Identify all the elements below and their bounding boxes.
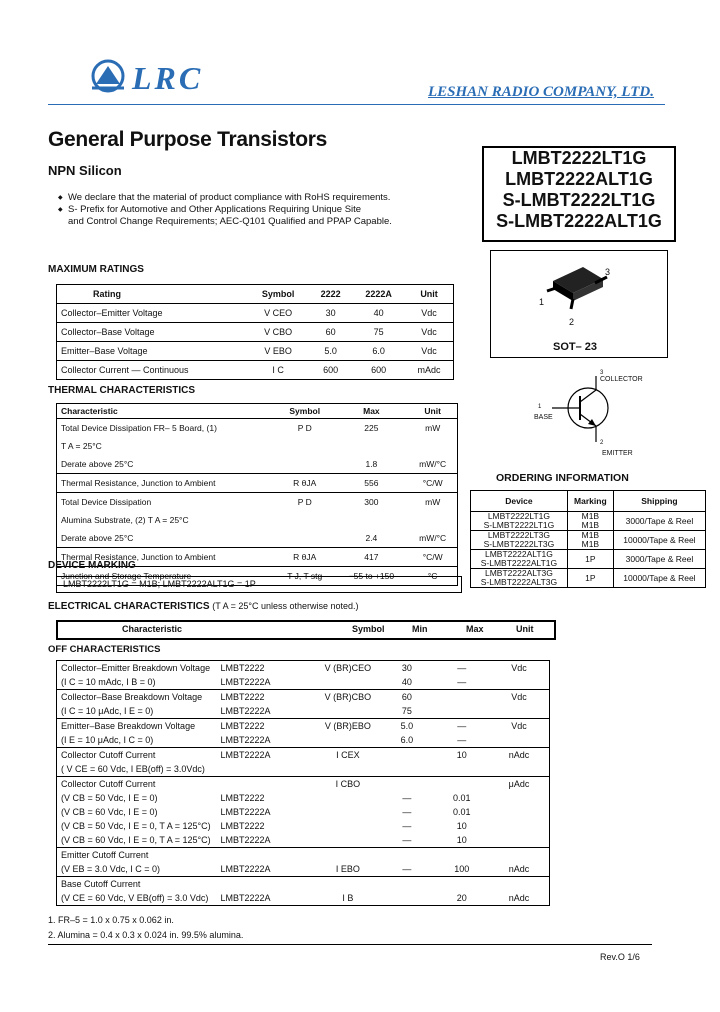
cell: [379, 877, 434, 892]
cell: 10: [456, 821, 467, 831]
device: S-LMBT2222LT3G: [483, 539, 555, 549]
cell: 75: [401, 706, 412, 716]
cell: 20: [456, 893, 467, 903]
table-row: [57, 437, 458, 455]
header-rule: [48, 104, 665, 105]
logo-text: LRC: [132, 60, 204, 96]
cell: Vdc: [405, 304, 453, 323]
cell: Thermal Resistance, Junction to Ambient: [57, 474, 276, 493]
cell: I CEX: [316, 748, 379, 763]
device: LMBT2222LT1G: [487, 511, 551, 521]
device: S-LMBT2222ALT1G: [480, 558, 558, 568]
table-row: [471, 569, 706, 588]
cell: nAdc: [508, 864, 530, 874]
cell: [275, 529, 334, 548]
cell: 6.0: [400, 735, 414, 745]
cell: LMBT2222A: [220, 835, 271, 845]
cell: [316, 848, 379, 863]
cell: Vdc: [489, 690, 550, 705]
cell: LMBT2222: [220, 663, 265, 673]
cell: [379, 891, 434, 906]
cell: LMBT2222A: [220, 864, 271, 874]
cell: LMBT2222A: [220, 677, 271, 687]
cell: [217, 848, 317, 863]
page-title: General Purpose Transistors: [48, 128, 328, 151]
table-row: [57, 848, 550, 863]
table-row: [57, 661, 550, 676]
cell: μAdc: [489, 777, 550, 792]
table-row: [57, 819, 550, 833]
cell: 10000/Tape & Reel: [613, 569, 705, 588]
cell: Vdc: [511, 663, 527, 673]
footnote: 1. FR–5 = 1.0 x 0.75 x 0.062 in.: [48, 915, 174, 925]
cell: I CBO: [316, 777, 379, 792]
cell: Vdc: [489, 719, 550, 734]
cell: —: [402, 821, 412, 831]
cell: mW/°C: [408, 529, 457, 548]
cell: [408, 511, 457, 529]
table-row: [57, 511, 458, 529]
header-cell: Characteristic: [122, 624, 183, 634]
thermal-table: [56, 403, 458, 586]
part-number: LMBT2222LT1G: [511, 148, 647, 168]
cell: [471, 512, 568, 531]
cell: V (BR)EBO: [316, 719, 379, 734]
cell: [435, 690, 489, 705]
thermal-heading: THERMAL CHARACTERISTICS: [48, 385, 196, 396]
cell: —: [402, 807, 412, 817]
cell: V CBO: [247, 323, 309, 342]
part-number: S-LMBT2222ALT1G: [496, 211, 662, 231]
max-ratings-table: [56, 284, 454, 380]
cell: (V CB = 50 Vdc, I E = 0, T A = 125°C): [61, 821, 211, 831]
cell: [489, 877, 550, 892]
table-row: [471, 531, 706, 550]
cell: 30: [309, 304, 352, 323]
page-subtitle: NPN Silicon: [48, 163, 122, 178]
pin-label: 2: [569, 317, 575, 327]
cell: mW: [425, 497, 441, 507]
cell: 417: [334, 548, 408, 567]
cell: Collector Cutoff Current: [57, 777, 217, 792]
header-cell: Symbol: [275, 404, 334, 419]
cell: (V CB = 60 Vdc, I E = 0, T A = 125°C): [61, 835, 211, 845]
cell: Base Cutoff Current: [57, 877, 217, 892]
cell: [471, 569, 568, 588]
header-cell: Symbol: [247, 285, 309, 304]
cell: LMBT2222A: [217, 748, 317, 763]
cell: [316, 819, 379, 833]
cell: 60: [379, 690, 434, 705]
table-row: [57, 342, 454, 361]
cell: 3000/Tape & Reel: [613, 550, 705, 569]
header-cell: Symbol: [352, 624, 385, 634]
table-row: [57, 719, 550, 734]
cell: [489, 805, 550, 819]
cell: 75: [352, 323, 405, 342]
transistor-schematic: [530, 368, 670, 464]
cell: —: [457, 677, 467, 687]
cell: R θJA: [275, 474, 334, 493]
cell: (I C = 10 mAdc, I B = 0): [61, 677, 156, 687]
header-cell: Rating: [57, 285, 248, 304]
emitter-pin: 2: [600, 440, 604, 446]
header-cell: Max: [466, 624, 484, 634]
cell: [316, 704, 379, 719]
cell: [334, 437, 408, 455]
cell: 60: [309, 323, 352, 342]
cell: Total Device Dissipation: [61, 497, 152, 507]
cell: [379, 762, 434, 777]
cell: [408, 437, 457, 455]
header-cell: Shipping: [613, 491, 705, 512]
cell: [489, 704, 550, 719]
cell: [567, 512, 613, 531]
cell: 10: [456, 835, 467, 845]
cell: Derate above 25°C: [57, 455, 276, 474]
pin-label: 3: [605, 267, 611, 277]
cell: (V CB = 50 Vdc, I E = 0): [61, 793, 158, 803]
table-row: [57, 323, 454, 342]
bullet-item: ◆ S- Prefix for Automotive and Other Applications Requiring Unique Site: [58, 204, 392, 216]
table-row: [57, 455, 458, 474]
cell: 1P: [567, 550, 613, 569]
bullet-item: ◆ We declare that the material of product compliance with RoHS requirements.: [58, 192, 392, 204]
cell: Emitter Cutoff Current: [57, 848, 217, 863]
table-row: [471, 512, 706, 531]
cell: T J, T stg: [287, 571, 323, 581]
part-number-box: [482, 146, 676, 242]
table-row: [57, 675, 550, 690]
pin-label: 1: [539, 297, 545, 307]
cell: 3000/Tape & Reel: [625, 515, 694, 526]
table-row: [57, 777, 550, 792]
table-row: [57, 304, 454, 323]
cell: [435, 704, 489, 719]
cell: mAdc: [417, 365, 441, 375]
cell: 225: [364, 423, 379, 433]
emitter-label: EMITTER: [602, 450, 633, 457]
table-row: [57, 762, 550, 777]
sot23-package-icon: [491, 251, 667, 337]
cell: [489, 833, 550, 848]
cell: [489, 791, 550, 805]
cell: °C/W: [408, 548, 457, 567]
device: S-LMBT2222ALT3G: [480, 577, 558, 587]
table-row: [57, 529, 458, 548]
device: LMBT2222ALT1G: [484, 549, 553, 559]
cell: —: [402, 793, 412, 803]
cell: °C/W: [408, 474, 457, 493]
cell: I C: [272, 365, 284, 375]
cell: LMBT2222A: [220, 893, 271, 903]
cell: 5.0: [379, 719, 434, 734]
cell: P D: [297, 497, 312, 507]
marking: M1B: [581, 520, 600, 530]
cell: 40: [401, 677, 412, 687]
cell: [316, 675, 379, 690]
logo-icon: [90, 58, 130, 98]
cell: Collector–Base Voltage: [57, 323, 248, 342]
ordering-table: [470, 490, 706, 588]
cell: P D: [297, 423, 312, 433]
cell: [435, 848, 489, 863]
header-cell: Unit: [408, 404, 457, 419]
cell: [489, 819, 550, 833]
cell: 5.0: [309, 342, 352, 361]
electrical-table: [56, 660, 550, 906]
table-row: [57, 791, 550, 805]
off-characteristics-heading: OFF CHARACTERISTICS: [48, 644, 161, 655]
header-cell: 2222: [309, 285, 352, 304]
cell: [316, 833, 379, 848]
header-cell: Unit: [516, 624, 534, 634]
cell: R θJA: [275, 548, 334, 567]
cell: 300: [364, 497, 379, 507]
table-row: [57, 833, 550, 848]
marking: M1B: [581, 511, 600, 521]
table-row: [57, 419, 458, 438]
cell: [435, 762, 489, 777]
cell: 600: [323, 365, 339, 375]
cell: 1P: [567, 569, 613, 588]
cell: [489, 733, 550, 748]
electrical-heading-text: ELECTRICAL CHARACTERISTICS: [48, 601, 210, 612]
device-marking-heading: DEVICE MARKING: [48, 560, 136, 571]
cell: Total Device Dissipation FR– 5 Board, (1): [61, 423, 217, 433]
cell: Collector–Emitter Breakdown Voltage: [61, 663, 211, 673]
cell: mW/°C: [408, 455, 457, 474]
header-cell: Device: [471, 491, 568, 512]
table-row: [57, 748, 550, 763]
cell: [489, 675, 550, 690]
cell: [316, 791, 379, 805]
cell: Collector–Emitter Voltage: [57, 304, 248, 323]
base-pin: 1: [538, 404, 542, 410]
cell: [567, 531, 613, 550]
cell: nAdc: [508, 893, 530, 903]
cell: 10: [435, 748, 489, 763]
cell: (V CE = 60 Vdc, V EB(off) = 3.0 Vdc): [61, 893, 209, 903]
cell: −55 to +150: [348, 571, 395, 581]
cell: 0.01: [453, 793, 471, 803]
cell: [217, 762, 317, 777]
cell: V (BR)CBO: [316, 690, 379, 705]
header-cell: Min: [412, 624, 428, 634]
cell: T A = 25°C: [61, 441, 102, 451]
device: S-LMBT2222LT1G: [483, 520, 555, 530]
table-row: [57, 474, 458, 493]
cell: Collector Cutoff Current: [57, 748, 217, 763]
cell: [275, 511, 334, 529]
cell: [334, 511, 408, 529]
table-row: [57, 877, 550, 892]
table-header-row: [57, 285, 454, 304]
electrical-heading: [48, 601, 359, 612]
cell: °C: [427, 571, 438, 581]
cell: [316, 877, 379, 892]
cell: Emitter–Base Voltage: [57, 342, 248, 361]
cell: 30: [401, 663, 412, 673]
cell: [316, 805, 379, 819]
cell: 40: [352, 304, 405, 323]
table-row: [57, 805, 550, 819]
cell: [379, 777, 434, 792]
table-row: [57, 733, 550, 748]
cell: [379, 748, 434, 763]
cell: V (BR)CEO: [324, 663, 372, 673]
cell: —: [457, 663, 467, 673]
cell: [471, 550, 568, 569]
cell: 100: [454, 864, 470, 874]
device: LMBT2222ALT3G: [484, 568, 553, 578]
table-row: [57, 690, 550, 705]
collector-label: COLLECTOR: [600, 376, 643, 383]
marking: M1B: [581, 530, 600, 540]
table-row: [57, 361, 454, 380]
cell: —: [402, 835, 412, 845]
cell: Vdc: [405, 342, 453, 361]
cell: V CEO: [247, 304, 309, 323]
package-box: [490, 250, 668, 358]
cell: LMBT2222: [217, 719, 317, 734]
cell: [379, 848, 434, 863]
cell: 1.8: [334, 455, 408, 474]
footnote: 2. Alumina = 0.4 x 0.3 x 0.024 in. 99.5% alumina.: [48, 930, 244, 940]
cell: —: [435, 719, 489, 734]
cell: 600: [371, 365, 387, 375]
cell: Alumina Substrate, (2) T A = 25°C: [61, 515, 189, 525]
table-header-row: [57, 404, 458, 419]
cell: Collector Current — Continuous: [61, 365, 189, 375]
cell: LMBT2222A: [220, 807, 271, 817]
cell: [275, 455, 334, 474]
cell: 0.01: [453, 807, 471, 817]
cell: nAdc: [489, 748, 550, 763]
cell: [435, 777, 489, 792]
cell: I B: [342, 893, 354, 903]
header-cell: Max: [334, 404, 408, 419]
cell: Derate above 25°C: [57, 529, 276, 548]
cell: —: [402, 864, 412, 874]
cell: 6.0: [352, 342, 405, 361]
package-label: SOT– 23: [553, 341, 598, 353]
collector-pin: 3: [600, 370, 604, 376]
cell: (I C = 10 μAdc, I E = 0): [61, 706, 154, 716]
cell: mW: [425, 423, 441, 433]
table-row: [57, 493, 458, 512]
cell: [316, 733, 379, 748]
cell: Vdc: [405, 323, 453, 342]
cell: LMBT2222A: [220, 706, 271, 716]
company-name: LESHAN RADIO COMPANY, LTD.: [428, 84, 655, 100]
footer-rule: [48, 944, 652, 945]
cell: (V CB = 60 Vdc, I E = 0): [61, 807, 158, 817]
cell: ( V CE = 60 Vdc, I EB(off) = 3.0Vdc): [61, 764, 205, 774]
bullet-continuation: and Control Change Requirements; AEC-Q101 Qualified and PPAP Capable.: [68, 216, 392, 227]
revision: Rev.O 1/6: [600, 952, 640, 962]
cell: (V EB = 3.0 Vdc, I C = 0): [61, 864, 161, 874]
cell: [316, 762, 379, 777]
ordering-heading: ORDERING INFORMATION: [496, 472, 629, 484]
cell: [217, 877, 317, 892]
table-row: [57, 704, 550, 719]
cell: Emitter–Base Breakdown Voltage: [57, 719, 217, 734]
device: LMBT2222LT3G: [487, 530, 551, 540]
cell: 10000/Tape & Reel: [613, 531, 705, 550]
cell: 2.4: [334, 529, 408, 548]
cell: Junction and Storage Temperature: [61, 571, 192, 581]
cell: 556: [334, 474, 408, 493]
feature-bullets: [58, 192, 392, 228]
cell: [275, 437, 334, 455]
header-cell: Unit: [405, 285, 453, 304]
cell: LMBT2222: [220, 821, 265, 831]
cell: LMBT2222: [217, 690, 317, 705]
cell: Collector–Base Breakdown Voltage: [57, 690, 217, 705]
cell: —: [457, 735, 467, 745]
header-cell: 2222A: [352, 285, 405, 304]
part-number: S-LMBT2222LT1G: [502, 190, 656, 210]
cell: [217, 777, 317, 792]
company-logo: [90, 58, 220, 98]
base-label: BASE: [534, 414, 553, 421]
header-cell: Characteristic: [57, 404, 276, 419]
cell: (I E = 10 μAdc, I C = 0): [61, 735, 154, 745]
cell: I EBO: [335, 864, 360, 874]
part-number: LMBT2222ALT1G: [505, 169, 653, 189]
table-header-row: [471, 491, 706, 512]
cell: V EBO: [247, 342, 309, 361]
cell: [489, 762, 550, 777]
cell: [471, 531, 568, 550]
electrical-heading-note: (T A = 25°C unless otherwise noted.): [212, 601, 359, 611]
cell: [435, 877, 489, 892]
cell: LMBT2222A: [220, 735, 271, 745]
table-row: [471, 550, 706, 569]
table-row: [57, 862, 550, 877]
header-cell: Marking: [567, 491, 613, 512]
marking: M1B: [581, 539, 600, 549]
cell: [489, 848, 550, 863]
table-row: [57, 891, 550, 906]
cell: LMBT2222: [220, 793, 265, 803]
cell: Thermal Resistance, Junction to Ambient: [57, 548, 276, 567]
electrical-header-box: [56, 620, 556, 640]
device-marking-box: LMBT2222LT1G = M1B; LMBT2222ALT1G = 1P: [56, 576, 462, 593]
max-ratings-heading: MAXIMUM RATINGS: [48, 264, 144, 275]
